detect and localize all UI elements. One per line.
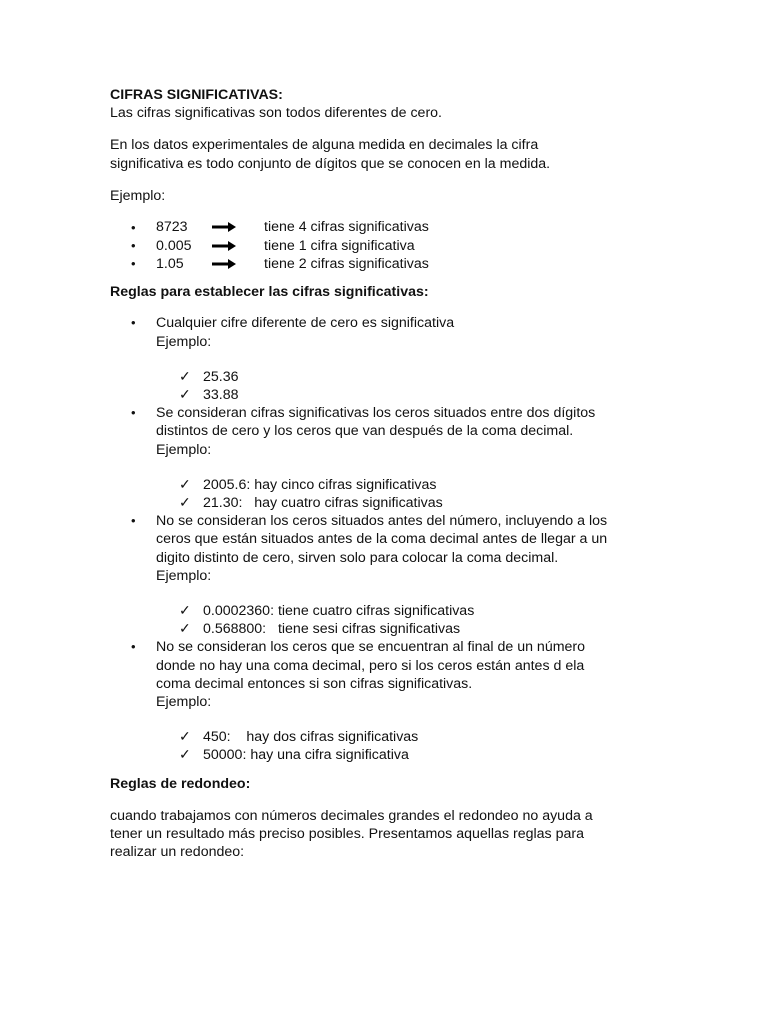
check-list [156,728,670,764]
rule-line: Se consideran cifras significativas los ceros situados entre dos dígitos [156,405,596,422]
right-arrow-icon [212,241,264,251]
check-item [156,602,670,620]
rule-body [156,404,595,459]
check-text: 0.568800: tiene sesi cifras significativas [203,621,461,638]
check-text: 21.30: hay cuatro cifras significativas [203,495,443,512]
rounding-line: cuando trabajamos con números decimales grandes el redondeo no ayuda a [110,807,593,824]
ejemplo-label: Ejemplo: [110,187,166,204]
rounding-heading: Reglas de redondeo: [110,775,251,792]
right-arrow-icon [212,259,264,269]
rule-item [110,314,670,350]
check-icon: ✓ [179,603,191,620]
example-list [110,218,670,273]
rule-ejemplo: Ejemplo: [156,333,212,350]
example-item [110,255,670,273]
rule-line: No se consideran los ceros situados antes del número, incluyendo a los [156,513,608,530]
example-text: tiene 4 cifras significativas [264,219,429,236]
rule-body [156,314,454,350]
rule-ejemplo: Ejemplo: [156,567,212,584]
example-text: tiene 2 cifras significativas [264,255,429,272]
rounding-line: tener un resultado más preciso posibles. Presentamos aquellas reglas para [110,826,584,843]
check-item [156,746,670,764]
doc-title: CIFRAS SIGNIFICATIVAS: [110,87,283,103]
check-text: 2005.6: hay cinco cifras significativas [203,476,437,493]
bullet-icon: • [131,256,136,272]
example-text: tiene 1 cifra significativa [264,237,415,254]
check-icon: ✓ [179,387,191,403]
check-icon: ✓ [179,495,191,512]
check-item [156,386,670,404]
check-text: 33.88 [203,387,239,403]
paragraph-1 [110,136,670,172]
check-item [156,728,670,746]
check-icon: ✓ [179,729,191,746]
check-item [156,494,670,512]
check-icon: ✓ [179,476,191,493]
check-text: 50000: hay una cifra significativa [203,747,409,764]
paragraph-1-line: En los datos experimentales de alguna medida en decimales la cifra [110,137,539,154]
rules-heading: Reglas para establecer las cifras significativas: [110,284,429,301]
example-number: 1.05 [156,255,184,272]
check-text: 450: hay dos cifras significativas [203,729,419,746]
check-list [156,368,670,404]
paragraph-1-line: significativa es todo conjunto de dígitos que se conocen en la medida. [110,155,551,172]
intro-text: Las cifras significativas son todos diferentes de cero. [110,105,442,122]
check-text: 25.36 [203,368,239,385]
rounding-paragraph [110,807,670,862]
check-icon: ✓ [179,368,191,385]
check-list [156,476,670,512]
rule-line: distintos de cero y los ceros que van después de la coma decimal. [156,423,574,440]
right-arrow-icon [212,222,264,232]
rule-line: digito distinto de cero, sirven solo para colocar la coma decimal. [156,549,559,566]
rule-ejemplo: Ejemplo: [156,694,212,711]
rounding-line: realizar un redondeo: [110,844,245,861]
rule-line: Cualquier cifre diferente de cero es significativa [156,315,455,332]
rule-item [110,638,670,711]
check-icon: ✓ [179,621,191,638]
rule-item [110,512,670,585]
check-text: 0.0002360: tiene cuatro cifras significativas [203,603,475,620]
rule-line: coma decimal entonces si son cifras significativas. [156,675,473,692]
rule-body [156,512,607,585]
example-item [110,218,670,236]
example-number: 8723 [156,219,188,236]
check-item [156,368,670,386]
rule-line: No se consideran los ceros que se encuentran al final de un número [156,639,586,656]
rule-body [156,638,585,711]
bullet-icon: • [131,639,136,655]
check-item [156,476,670,494]
bullet-icon: • [131,315,136,331]
bullet-icon: • [131,405,136,421]
rule-ejemplo: Ejemplo: [156,441,212,458]
example-number: 0.005 [156,237,192,254]
check-item [156,620,670,638]
rule-line: ceros que están situados antes de la coma decimal antes de llegar a un [156,531,608,548]
bullet-icon: • [131,238,136,254]
bullet-icon: • [131,513,136,529]
example-item [110,236,670,254]
rule-line: donde no hay una coma decimal, pero si los ceros están antes d ela [156,657,585,674]
check-list [156,602,670,638]
document-page [110,86,670,861]
check-icon: ✓ [179,747,191,764]
rule-item [110,404,670,459]
bullet-icon: • [131,219,136,235]
